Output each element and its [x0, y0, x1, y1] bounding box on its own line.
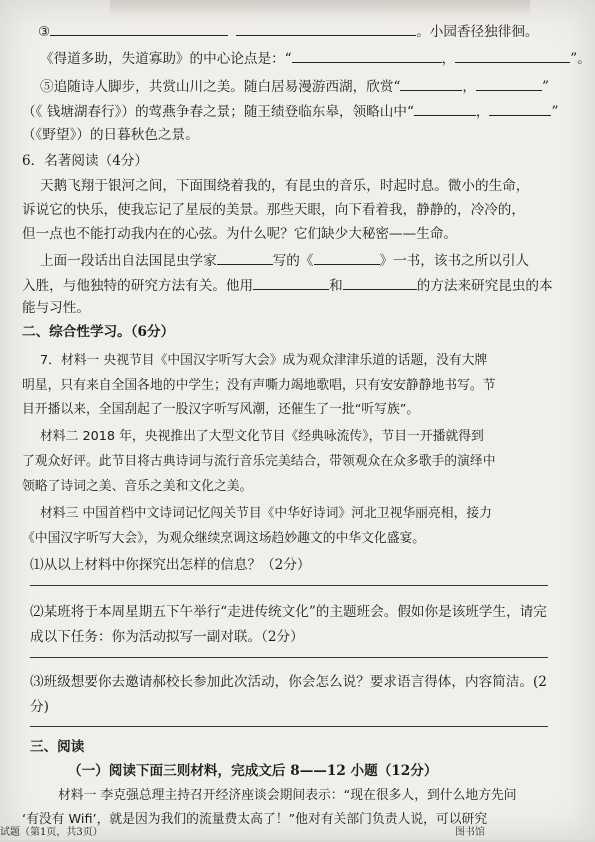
answer-line[interactable]: [30, 726, 548, 727]
text: 》一书，该书之所以引人: [379, 253, 530, 269]
material2-line1: 材料二 2018 年，央视推出了大型文化节目《经典咏流传》，节目一开播就得到: [40, 429, 484, 444]
scan-smudge: [110, 0, 530, 18]
subq3-line1: ⑶班级想要你去邀请郝校长参加此次活动，你会怎么说？要求语言得体，内容简洁。(2: [30, 674, 547, 690]
answer-blank[interactable]: [253, 275, 329, 290]
answer-blank[interactable]: [489, 101, 551, 116]
answer-line[interactable]: [30, 657, 548, 658]
answer-blank[interactable]: [217, 250, 273, 265]
section3-material1-line1: 材料一 李克强总理主持召开经济座谈会期间表示：“现在很多人，到什么地方先问: [58, 788, 517, 803]
material1-line3: 目开播以来，全国刮起了一股汉字听写风潮，还催生了一批“听写族”。: [22, 402, 420, 417]
answer-line[interactable]: [30, 585, 548, 586]
q6-para2-line1: [40, 250, 529, 270]
subq3-line2: 分): [30, 699, 49, 715]
quote-end: ”: [541, 79, 549, 95]
q6-para1-line3: 但一点也不能打动我内在的心弦。为什么呢？它们缺少大秘密——生命。: [22, 226, 457, 242]
answer-blank[interactable]: [400, 76, 462, 91]
material2-line2: 了观众好评。此节目将古典诗词与流行音乐完美结合，带领观众在众多歌手的演绎中: [22, 454, 496, 469]
text: 入胜，与他独特的研究方法有关。他用: [22, 278, 254, 294]
subq1: ⑴从以上材料中你探究出怎样的信息？（2分）: [30, 557, 311, 573]
quote-end: ”: [551, 104, 559, 120]
answer-blank[interactable]: [414, 101, 476, 116]
section3-material1-line2: ‘有没有 Wifi’，就是因为我们的流量费太高了！”他对有关部门负责人说，可以研究: [22, 812, 488, 827]
q6-para2-line2: [22, 275, 553, 295]
material3-line1: 材料三 中国首档中文诗词记忆闯关节目《中华好诗词》河北卫视华丽亮相，接力: [40, 506, 492, 521]
q6-para1-line1: 天鹅飞翔于银河之间，下面围绕着我的，有昆虫的音乐，时起时息。微小的生命，: [40, 178, 530, 194]
item4-text: 《得道多助，失道寡助》的中心论点是：“: [40, 51, 292, 67]
item3-line: [38, 21, 539, 41]
page-footer: 试题（第1页，共3页）: [0, 827, 103, 838]
text: 和: [329, 278, 343, 294]
answer-blank[interactable]: [50, 21, 228, 36]
q6-para1-line2: 诉说它的快乐，使我忘记了星辰的美景。那些天眼，向下看着我，静静的，冷冷的，: [22, 202, 525, 218]
section3-heading: 三、阅读: [30, 739, 85, 755]
text: 上面一段话出自法国昆虫学家: [40, 253, 217, 269]
item5-text1: ⑤追随诗人脚步，共赏山川之美。随白居易漫游西湖，欣赏“: [40, 79, 401, 95]
item5-line3: （《野望》）的日暮秋色之景。: [22, 127, 199, 143]
answer-blank[interactable]: [292, 48, 442, 63]
material3-line2: 《中国汉字听写大会》，为观众继续烹调这场趋妙趣文的中华文化盛宴。: [22, 531, 426, 546]
text: 的方法来研究昆虫的本: [416, 278, 553, 294]
text: 写的《: [272, 253, 314, 269]
section2-heading: 二、综合性学习。（6分）: [22, 324, 175, 340]
comma: ，: [475, 104, 490, 120]
item3-number: ③: [38, 24, 51, 40]
section3-subheading: （一）阅读下面三则材料，完成文后 8——12 小题（12分）: [68, 763, 438, 779]
subq2-line1: ⑵某班将于本周星期五下午举行“走进传统文化”的主题班会。假如你是该班学生，请完: [30, 604, 547, 620]
corner-stamp: 图书馆: [455, 827, 485, 838]
q6-heading: 6．名著阅读（4分）: [22, 153, 149, 169]
answer-blank[interactable]: [343, 275, 417, 290]
comma: ，: [462, 79, 476, 95]
subq2-line2: 成以下任务：你为活动拟写一副对联。（2分）: [30, 629, 304, 645]
material2-line3: 领略了诗词之美、音乐之美和文化之美。: [22, 479, 253, 494]
item3-suffix: 。小园香径独徘徊。: [416, 24, 539, 40]
material1-line1: 7．材料一 央视节目《中国汉字听写大会》成为观众津津乐道的话题，没有大牌: [40, 353, 488, 368]
item5-text2: （《 钱塘湖春行》）的莺燕争春之景；随王绩登临东皋，领略山中“: [22, 104, 414, 120]
item5-line1: [40, 76, 549, 96]
q6-para2-line3: 能与习性。: [22, 300, 90, 316]
material1-line2: 明星，只有来自全国各地的中学生；没有声嘶力竭地歌唱，只有安安静静地书写。节: [22, 378, 496, 393]
answer-blank[interactable]: [236, 21, 416, 36]
item4-line: [40, 48, 591, 68]
item5-line2: [22, 101, 558, 121]
answer-blank[interactable]: [455, 48, 570, 63]
answer-blank[interactable]: [476, 76, 542, 91]
item4-end: ”。: [570, 51, 591, 67]
comma: ，: [441, 51, 456, 67]
answer-blank[interactable]: [314, 250, 380, 265]
